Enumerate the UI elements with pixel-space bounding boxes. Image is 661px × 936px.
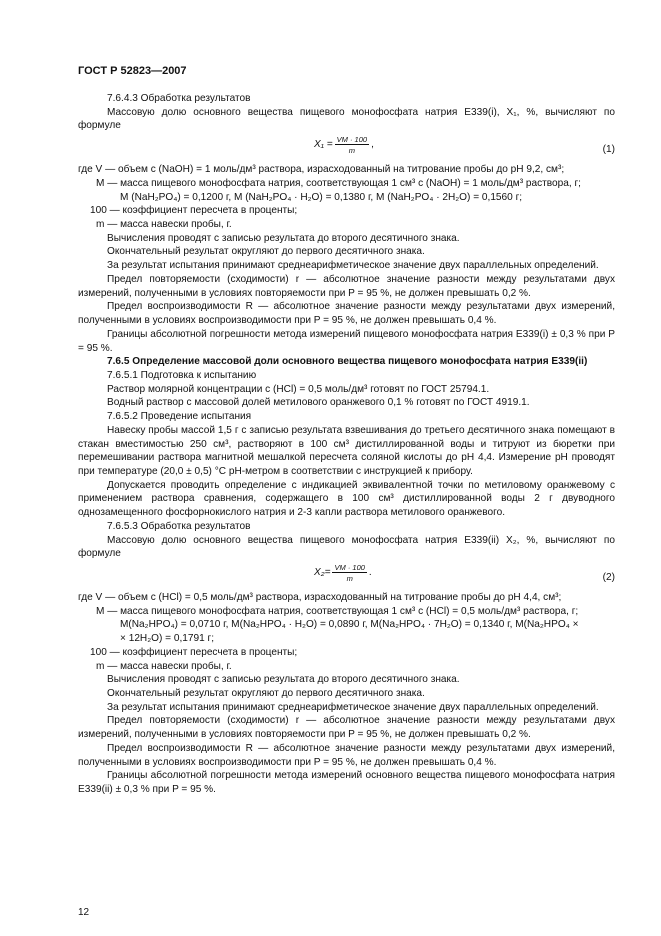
where-line: M (NaH₂PO₄) = 0,1200 г, M (NaH₂PO₄ · H₂O) = 0,1380 г, M (NaH₂PO₄ · 2H₂O) = 0,1560 г; bbox=[120, 191, 523, 203]
where-line: где V — объем c (NaOH) = 1 моль/дм³ раствора, израсходованный на титрование пробы до рН 9,2, см³; bbox=[78, 164, 565, 176]
paragraph: Массовую долю основного вещества пищевого монофосфата натрия Е339(ii) X₂, %, вычисляют по формуле bbox=[78, 534, 615, 560]
paragraph: Предел воспроизводимости R — абсолютное значение разности между результатами двух измерений, полученными в условиях воспроизводимости при P = 95 %, не должен превышать 0,4 %. bbox=[78, 301, 615, 327]
page-number: 12 bbox=[78, 907, 90, 918]
paragraph: Предел повторяемости (сходимости) r — абсолютное значение разности между результатами двух измерений, полученными в условиях повторяемости при P = 95 %, не должен превышать 0,2 %. bbox=[78, 273, 615, 299]
paragraph: Допускается проводить определение с индикацией эквивалентной точки по метиловому оранжевому с применением раствора сравнения, содержащего в 100 см³ дистиллированной воды 2 г двуводного однозамещенного фосфорнокислого натрия и 2-3 капли раствора метилового оранжевого. bbox=[78, 479, 615, 519]
section-heading: 7.6.5 Определение массовой доли основного вещества пищевого монофосфата натрия Е339(ii) bbox=[107, 356, 588, 368]
formula-fraction bbox=[335, 135, 369, 155]
where-line: M — масса пищевого монофосфата натрия, соответствующая 1 см³ c (HCl) = 0,5 моль/дм³ раствора, г; bbox=[96, 605, 579, 617]
equation-number: (2) bbox=[602, 572, 615, 583]
paragraph: Массовую долю основного вещества пищевого монофосфата натрия Е339(i), X₁, %, вычисляют по формуле bbox=[78, 106, 615, 132]
paragraph: Предел повторяемости (сходимости) r — абсолютное значение разности между результатами двух измерений, полученными в условиях повторяемости при P = 95 %, не должен превышать 0,2 %. bbox=[78, 715, 615, 741]
formula-denominator: m bbox=[346, 574, 353, 583]
paragraph: Границы абсолютной погрешности метода измерений пищевого монофосфата натрия Е339(i) ± 0,3 % при P = 95 %. bbox=[78, 328, 615, 354]
paragraph: Водный раствор с массовой долей метилового оранжевого 0,1 % готовят по ГОСТ 4919.1. bbox=[107, 397, 530, 409]
where-line: где V — объем c (HCl) = 0,5 моль/дм³ раствора, израсходованный на титрование пробы до рН 4,4, см³; bbox=[78, 592, 562, 603]
formula-lhs: X₂= bbox=[314, 567, 331, 579]
subsection-heading: 7.6.5.2 Проведение испытания bbox=[107, 411, 252, 423]
where-line: 100 — коэффициент пересчета в проценты; bbox=[90, 205, 298, 217]
paragraph: Навеску пробы массой 1,5 г с записью результата взвешивания до третьего десятичного знака помещают в стакан вместимостью 250 см³, растворяют в 100 см³ дистиллированной воды и титруют из бюретки при перемешивании раствора магнитной мешалкой пересчета соляной кислоты до рН 4,4. Измерение рН проводят при температуре (20,0 ± 0,5) °С рН-метром в соответствии с инструкцией к прибору. bbox=[78, 424, 615, 477]
paragraph: Вычисления проводят с записью результата до второго десятичного знака. bbox=[107, 674, 460, 686]
formula-numerator: VM · 100 bbox=[336, 135, 368, 145]
paragraph: За результат испытания принимают среднеарифметическое значение двух параллельных определений. bbox=[107, 260, 599, 272]
paragraph: Вычисления проводят с записью результата до второго десятичного знака. bbox=[107, 232, 460, 244]
where-line: m — масса навески пробы, г. bbox=[96, 660, 232, 672]
formula-lhs: X₁ = bbox=[314, 139, 333, 151]
equation-number: (1) bbox=[602, 144, 615, 156]
paragraph: Окончательный результат округляют до первого десятичного знака. bbox=[107, 688, 425, 700]
formula-denominator: m bbox=[348, 146, 355, 156]
formula-fraction bbox=[332, 563, 366, 583]
paragraph: Предел воспроизводимости R — абсолютное значение разности между результатами двух измерений, полученными в условиях воспроизводимости при P = 95 %, не должен превышать 0,4 %. bbox=[78, 742, 615, 768]
paragraph: За результат испытания принимают среднеарифметическое значение двух параллельных определений. bbox=[107, 701, 599, 713]
paragraph: Границы абсолютной погрешности метода измерений основного вещества пищевого монофосфата натрия Е339(ii) ± 0,3 % при P = 95 %. bbox=[78, 770, 615, 796]
formula-1: X₁ = $\frac{VM \cdot 100}{m}$ , (1) bbox=[314, 135, 615, 156]
formula-2: X₂= $\frac{VM \cdot 100}{m}$ . (2) bbox=[314, 563, 615, 583]
where-line: 100 — коэффициент пересчета в проценты; bbox=[90, 646, 298, 658]
paragraph: Раствор молярной концентрации c (HCl) = 0,5 моль/дм³ готовят по ГОСТ 25794.1. bbox=[107, 383, 490, 395]
section-heading: 7.6.4.3 Обработка результатов bbox=[107, 93, 251, 104]
where-line: M — масса пищевого монофосфата натрия, соответствующая 1 см³ c (NaOH) = 1 моль/дм³ раствора, г; bbox=[96, 177, 581, 189]
where-line: × 12H₂O) = 0,1791 г; bbox=[120, 633, 215, 645]
subsection-heading: 7.6.5.3 Обработка результатов bbox=[107, 520, 251, 532]
formula-numerator: VM · 100 bbox=[334, 563, 365, 572]
document-body bbox=[78, 92, 615, 797]
document-header: ГОСТ Р 52823—2007 bbox=[78, 65, 187, 77]
paragraph: Окончательный результат округляют до первого десятичного знака. bbox=[107, 246, 425, 258]
subsection-heading: 7.6.5.1 Подготовка к испытанию bbox=[107, 369, 257, 381]
where-line: M(Na₂HPO₄) = 0,0710 г, M(Na₂HPO₄ · H₂O) = 0,0890 г, M(Na₂HPO₄ · 7H₂O) = 0,1340 г, M(Na₂HPO₄ × bbox=[120, 619, 579, 631]
where-line: m — масса навески пробы, г. bbox=[96, 219, 232, 231]
